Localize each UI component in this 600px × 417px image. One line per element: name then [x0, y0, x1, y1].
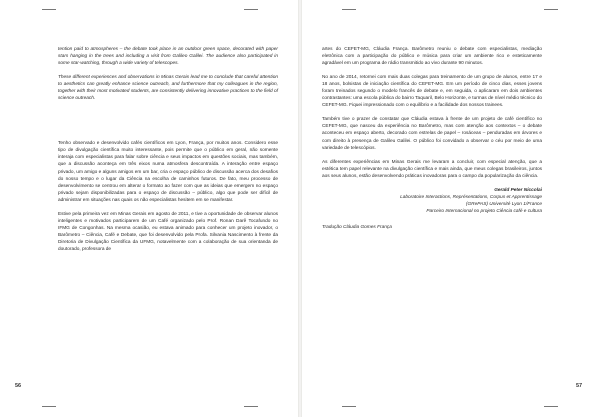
crop-mark — [342, 406, 356, 407]
crop-mark — [244, 9, 258, 10]
body-paragraph-3: Também tive o prazer de constatar que Cláudia estava à frente de um projeto de café científico no CEFET-MG, que nasceu da experiência no Barômetro, mas com atenção aos contextos – o debate aconteceu em espaço aberto, decorado com estrelas de papel – rosáceas – penduradas em árvores e com direito à presença de Galileu Galilei. O público foi convidado a observar o céu por meio de uma variedade de telescópios. — [322, 117, 542, 151]
crop-mark — [544, 9, 558, 10]
english-paragraph-1: tention paid to atmospheres – the debate took place in an outdoor green space, decorated with paper stars hanging in the trees and including a visit from Galileo Galilei. The audience also participated in some star-watching, through a wide variety of telescopes. — [58, 47, 278, 67]
left-text-column — [58, 46, 278, 260]
body-paragraph-2: No ano de 2014, retornei com mais duas colegas para treinamento de um grupo de alunos, entre 17 e 18 anos, bolsistas de iniciação científica do CEFET-MG. Em um período de cinco dias, esses jovens foram treinados segundo o modelo francês de debate e, em seguida, o aplicaram em dois ambientes contrastantes: uma escola pública do bairro Taquaril, Belo Horizonte, e turmas de nível médio técnico do CEFET-MG. Fiquei impressionado com o equilíbrio e a facilidade dos nossos trainees. — [322, 75, 542, 109]
book-gutter — [298, 0, 302, 417]
affiliation-line-3: Parceiro Internacional no projeto Ciência café e cultura — [426, 208, 542, 214]
crop-mark — [544, 406, 558, 407]
body-paragraph-1: artes do CEFET-MG, Cláudia França. Barômetro reuniu o debate com especialistas, mediação eletrônica com a participação do público e música para criar um ambiente rico e esteticamente agradável em um programa de rádio transmitido ao vivo durante 90 minutos. — [322, 47, 542, 67]
author-name: Gerald Peter Niccolai — [494, 187, 542, 193]
body-paragraph-4: As diferentes experiências em Minas Gerais me levaram a concluir, com especial atenção, que a estética tem papel relevante na divulgação científica e mais ainda, que meus colegas brasileiros, juntos aos seus alunos, estão desenvolvendo práticas inovadoras para o campo da popularização da ciência. — [322, 159, 542, 179]
affiliation-line-1: Laboratoire Interactions, Représentations, Corpus et Apprentissage — [400, 194, 542, 200]
portuguese-paragraph-2: Estive pela primeira vez em Minas Gerais em agosto de 2011, e tive a oportunidade de observar alunos inteligentes e motivados participarem de um Café organizado pelo Prof. Ronan Darê Tocafundo no IFMG de Congonhas. Na mesma ocasião, eu estava animado para conhecer um projeto inovador, o Barômetro – Ciência, Café e Debate, que foi desenvolvido pela Profa. Silvania Nascimento à frente da Diretoria de Divulgação Científica da UFMG, notavelmente com a colaboração de sua orientanda de doutorado, professora de — [58, 211, 278, 252]
page-number-right: 57 — [576, 383, 583, 389]
crop-mark — [42, 406, 56, 407]
crop-mark — [244, 406, 258, 407]
english-paragraph-2: These different experiences and observations in Minas Gerais lead me to conclude that careful attention to aesthetics can greatly enhance science outreach, and furthermore that my colleagues in the region, together with their most motivated students, are consistently delivering innovative practices to the field of science outreach. — [58, 75, 278, 102]
right-page — [300, 0, 600, 417]
portuguese-paragraph-1: Tenho observado e desenvolvido cafés científicos em Lyon, França, por muitos anos. Considero esse tipo de divulgação científica muito interessante, pois permite que o público em geral, não somente interaja com especialistas para falar sobre ciência e seus impactos em questões sociais, mas também, que a discussão aconteça em três eixos numa atmosfera descontraída. A interação entre espaço privado, um amigo e alguns amigos em um bar, cria o espaço público de discussão acerca dos desafios do nosso tempo e o lugar da Ciência na escolha de caminhos futuros. De fato, meu processo de desenvolvimento se centrou em alterar o formato ao fazer com que as ideias que emergem no espaço privado sejam disponibilizadas para o espaço de discussão – público, algo que pode ser difícil de administrar em situações nas quais os não especialistas hesitem em se manifestar. — [58, 141, 278, 203]
author-signature — [322, 187, 542, 215]
right-text-column — [322, 46, 542, 231]
translation-credit: Tradução Cláudia Gomes França — [322, 224, 392, 230]
crop-mark — [42, 9, 56, 10]
crop-mark — [342, 9, 356, 10]
affiliation-line-2: (GRePAS) Université Lyon 1/France — [465, 201, 542, 207]
page-number-left: 56 — [15, 383, 22, 389]
